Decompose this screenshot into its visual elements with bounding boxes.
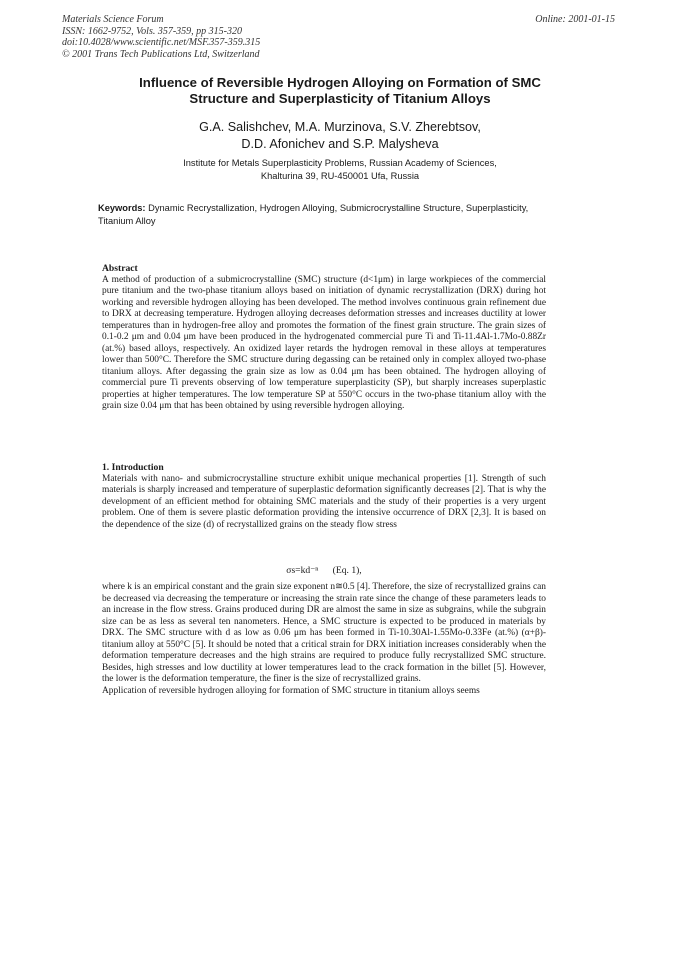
affiliation-line-1: Institute for Metals Superplasticity Problems, Russian Academy of Sciences, (183, 158, 497, 168)
abstract-text: A method of production of a submicrocrystalline (SMC) structure (d<1μm) in large workpieces of the commercial pure titanium and the two-phase titanium alloys based on initiation of dynamic recrystallization (DRX) during hot working and reversible hydrogen alloying has been developed. The method involves continuous grain refinement due to DRX at decreasing temperature. Hydrogen alloying decreases deformation stresses and increases ductility at lower temperatures than in hydrogen-free alloy and promotes the formation of the finest grain structure. The grain sizes of 0.1-0.2 μm and 0.04 μm have been produced in the hydrogenated commercial pure Ti and Ti-11.4Al-1.7Mo-0.88Zr (at.%) based alloys, respectively. An oxidized layer retards the hydrogen removal in these alloys at temperatures lower than 500°C. Therefore the SMC structure during degassing can be retained only in complex alloyed two-phase titanium alloys. After degassing the grain size as low as 0.04 μm has been obtained. The hydrogen alloying of commercial pure Ti prevents observing of low temperature superplasticity (SP), but sharply increases superplastic properties at higher temperatures. The low temperature SP at 550°C occurs in the two-phase titanium alloy with the grain size 0.04 μm that has been obtained by using reversible hydrogen alloying. (102, 274, 546, 411)
introduction-paragraph-2: where k is an empirical constant and the grain size exponent n≅0.5 [4]. Therefore, the size of recrystallized grains can be decreased via decreasing the temperature or increasing the strain rate since the change of these parameters leads to an increase in the flow stress. Grains produced during DR are almost the same in size as subgrains, while the subgrain size can be as less as several ten nanometers. Hence, a SMC structure is expected to be produced in materials by DRX. The SMC structure with d as low as 0.06 μm has been formed in Ti-10.30Al-1.55Mo-0.33Fe (at.%) (α+β)-titanium alloy at 550°C [5]. It should be noted that a critical strain for DRX initiation increases considerably when the deformation temperature decreases and the high strains are required to produce fully recrystallized SMC structure. Besides, high stresses and low ductility at lower temperatures lead to the crack formation in the billet [5]. However, the lower is the deformation temperature, the finer is the size of recrystallized grains. (102, 582, 546, 684)
journal-header (62, 14, 260, 60)
online-date: Online: 2001-01-15 (535, 14, 615, 25)
abstract-heading: Abstract (102, 263, 138, 274)
authors-line-1: G.A. Salishchev, M.A. Murzinova, S.V. Zherebtsov, (199, 120, 481, 134)
equation-label: (Eq. 1), (332, 565, 362, 576)
keywords-label: Keywords: (98, 203, 146, 213)
title-line-2: Structure and Superplasticity of Titanium Alloys (189, 91, 491, 106)
affiliation (95, 157, 585, 183)
equation-1 (102, 565, 546, 576)
issn-line: ISSN: 1662-9752, Vols. 357-359, pp 315-320 (62, 25, 242, 37)
abstract-section (102, 263, 546, 413)
copyright-line: © 2001 Trans Tech Publications Ltd, Switzerland (62, 48, 260, 60)
introduction-section (102, 462, 546, 531)
introduction-paragraph-1: Materials with nano- and submicrocrystalline structure exhibit unique mechanical properties [1]. Strength of such materials is sharply increased and temperature of superplastic deformation significantly decreases [2]. That is why the development of an efficient method for obtaining SMC materials and the study of their properties is a very urgent problem. One of them is severe plastic deformation providing the intensive occurrence of DRX [2,3]. It is based on the dependence of the size (d) of recrystallized grains on the steady flow stress (102, 473, 546, 530)
introduction-heading: 1. Introduction (102, 462, 164, 473)
affiliation-line-2: Khalturina 39, RU-450001 Ufa, Russia (260, 171, 420, 181)
introduction-paragraph-3: Application of reversible hydrogen alloying for formation of SMC structure in titanium alloys seems (102, 685, 480, 696)
doi-line[interactable]: doi:10.4028/www.scientific.net/MSF.357-359.315 (62, 37, 261, 48)
journal-name: Materials Science Forum (62, 14, 164, 25)
authors-line-2: D.D. Afonichev and S.P. Malysheva (241, 137, 439, 151)
keywords-block (98, 202, 538, 228)
equation-formula: σs=kd⁻ⁿ (286, 565, 319, 576)
keywords-text: Dynamic Recrystallization, Hydrogen Alloying, Submicrocrystalline Structure, Superplasticity, Titanium Alloy (98, 203, 529, 226)
introduction-continued (102, 582, 546, 697)
paper-title (95, 75, 585, 107)
author-list (95, 119, 585, 153)
title-line-1: Influence of Reversible Hydrogen Alloying on Formation of SMC (139, 75, 541, 90)
